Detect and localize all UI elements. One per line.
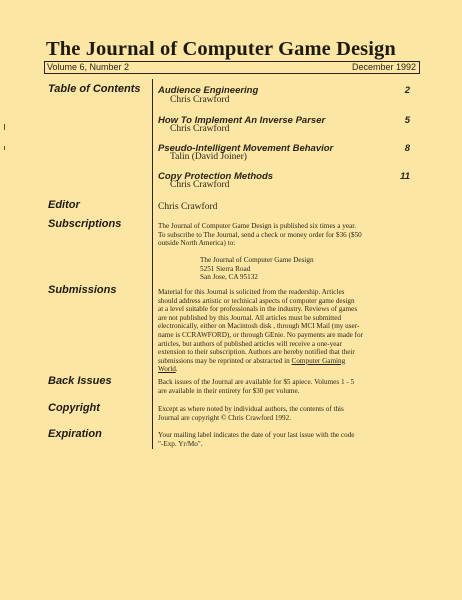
toc-entry-page: 5 (404, 115, 410, 126)
toc-entry-title[interactable]: Audience Engineering (158, 85, 259, 96)
text-line: should address artistic or technical aspects of computer game design (158, 296, 355, 305)
text-line: Journal are copyright © Chris Crawford 1992. (158, 413, 292, 422)
toc-entry-author: Chris Crawford (170, 124, 230, 134)
text-line (158, 365, 420, 374)
toc-entry-page: 11 (400, 171, 410, 182)
margin-mark (4, 124, 5, 130)
column-divider (152, 79, 153, 449)
toc-heading: Table of Contents (48, 83, 141, 95)
journal-title: The Journal of Computer Game Design (46, 38, 396, 60)
volume-number: Volume 6, Number 2 (47, 62, 130, 72)
toc-entry-author: Chris Crawford (170, 95, 230, 105)
issue-date: December 1992 (351, 62, 416, 72)
text-line: outside North America) to: (158, 239, 236, 248)
editor-heading: Editor (48, 199, 80, 211)
text-line: name is CCRAWFORD), or through GEnie. No payments are made for (158, 330, 364, 339)
mailing-address (200, 256, 314, 282)
toc-entry-page: 2 (404, 85, 410, 96)
text-line: are available in their entirety for $30 per volume. (158, 386, 300, 395)
submissions-heading: Submissions (48, 284, 117, 296)
text-line: Material for this Journal is solicited from the readership. Articles (158, 288, 345, 296)
computer-gaming-world-link[interactable]: Computer Gaming (291, 356, 346, 365)
toc-entry-title[interactable]: Pseudo-Intelligent Movement Behavior (158, 143, 334, 154)
text-line: articles, but authors of published articles will receive a one-year (158, 339, 343, 348)
text-line: extension to their subscription. Authors are hereby notified that their (158, 348, 355, 357)
subscriptions-text (158, 222, 420, 248)
text-line: Back issues of the Journal are available for $5 apiece. Volumes 1 - 5 (158, 378, 355, 386)
expiration-text (158, 431, 420, 448)
text-line: Your mailing label indicates the date of your last issue with the code (158, 431, 355, 439)
text-fragment: . (175, 365, 178, 374)
text-line (158, 357, 420, 366)
back-issues-heading: Back Issues (48, 375, 112, 387)
address-line: The Journal of Computer Game Design (200, 256, 314, 264)
subscriptions-heading: Subscriptions (48, 218, 122, 230)
toc-entry-title[interactable]: How To Implement An Inverse Parser (158, 115, 326, 126)
copyright-heading: Copyright (48, 402, 100, 414)
issue-info-bar (44, 61, 420, 74)
margin-mark (4, 146, 5, 150)
toc-entry-page: 8 (404, 143, 410, 154)
expiration-heading: Expiration (48, 428, 102, 440)
text-line: To subscribe to The Journal, send a check or money order for $36 ($50 (158, 230, 362, 239)
copyright-text (158, 405, 420, 422)
back-issues-text (158, 378, 420, 395)
toc-entry-title[interactable]: Copy Protection Methods (158, 171, 274, 182)
editor-name: Chris Crawford (158, 202, 218, 212)
toc-entry-author: Talin (David Joiner) (170, 152, 247, 162)
address-line: 5251 Sierra Road (200, 264, 251, 273)
submissions-text (158, 288, 420, 374)
text-line: electronically, either on Macintosh disk , through MCI Mail (my user- (158, 322, 360, 331)
text-line: "-Exp. Yr/Mo". (158, 439, 203, 448)
computer-gaming-world-link-cont[interactable]: World (158, 365, 176, 374)
text-line: are not published by this Journal. All articles must be submitted (158, 313, 342, 322)
text-line: at a level suitable for professionals in the industry. Reviews of games (158, 305, 358, 314)
address-line: San Jose, CA 95132 (200, 273, 258, 282)
toc-entry-author: Chris Crawford (170, 180, 230, 190)
text-line: Except as where noted by individual authors, the contents of this (158, 405, 344, 413)
text-line: The Journal of Computer Game Design is published six times a year. (158, 222, 357, 230)
text-fragment: submissions may be reprinted or abstracted in (158, 356, 290, 365)
